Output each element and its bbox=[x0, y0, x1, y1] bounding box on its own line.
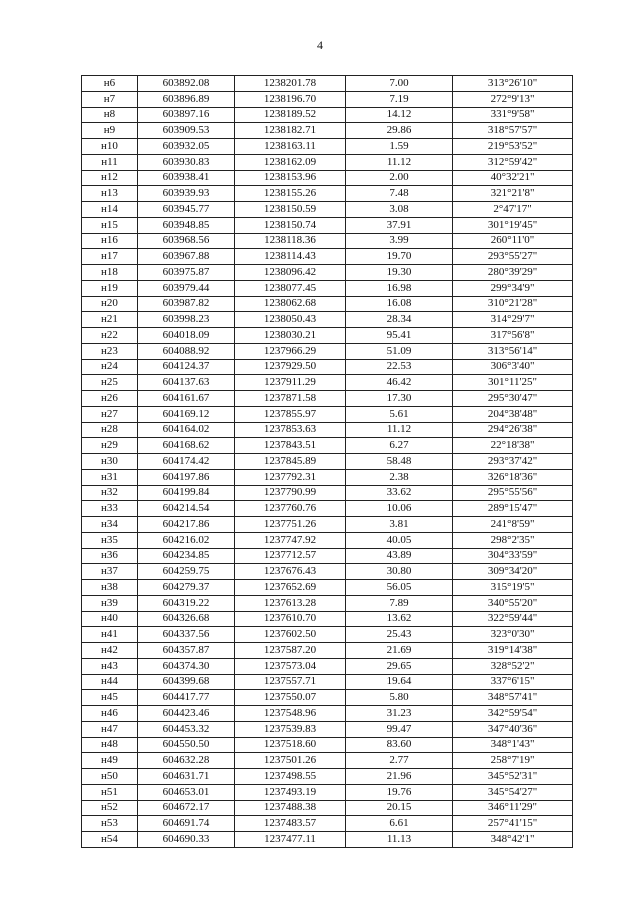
bearing-cell: 318°57'57" bbox=[453, 123, 573, 139]
distance-cell: 33.62 bbox=[346, 485, 453, 501]
bearing-cell: 289°15'47" bbox=[453, 501, 573, 517]
table-row bbox=[82, 454, 573, 470]
table-row bbox=[82, 658, 573, 674]
bearing-cell: 306°3'40" bbox=[453, 359, 573, 375]
bearing-cell: 294°26'38" bbox=[453, 422, 573, 438]
bearing-cell: 342°59'54" bbox=[453, 706, 573, 722]
bearing-cell: 313°26'10" bbox=[453, 76, 573, 92]
bearing-cell: 326°18'36" bbox=[453, 469, 573, 485]
x-coordinate-cell: 604137.63 bbox=[138, 375, 235, 391]
point-id-cell: н40 bbox=[82, 611, 138, 627]
y-coordinate-cell: 1237751.26 bbox=[235, 517, 346, 533]
y-coordinate-cell: 1237845.89 bbox=[235, 454, 346, 470]
distance-cell: 29.65 bbox=[346, 658, 453, 674]
bearing-cell: 257°41'15" bbox=[453, 816, 573, 832]
distance-cell: 1.59 bbox=[346, 139, 453, 155]
distance-cell: 19.64 bbox=[346, 674, 453, 690]
table-row bbox=[82, 627, 573, 643]
y-coordinate-cell: 1237550.07 bbox=[235, 690, 346, 706]
point-id-cell: н9 bbox=[82, 123, 138, 139]
x-coordinate-cell: 604357.87 bbox=[138, 643, 235, 659]
y-coordinate-cell: 1237760.76 bbox=[235, 501, 346, 517]
bearing-cell: 309°34'20" bbox=[453, 564, 573, 580]
x-coordinate-cell: 604423.46 bbox=[138, 706, 235, 722]
table-row bbox=[82, 816, 573, 832]
table-row bbox=[82, 469, 573, 485]
table-row bbox=[82, 249, 573, 265]
table-row bbox=[82, 548, 573, 564]
point-id-cell: н33 bbox=[82, 501, 138, 517]
bearing-cell: 340°55'20" bbox=[453, 595, 573, 611]
point-id-cell: н50 bbox=[82, 769, 138, 785]
y-coordinate-cell: 1237613.28 bbox=[235, 595, 346, 611]
x-coordinate-cell: 604124.37 bbox=[138, 359, 235, 375]
y-coordinate-cell: 1237602.50 bbox=[235, 627, 346, 643]
bearing-cell: 295°30'47" bbox=[453, 391, 573, 407]
table-row bbox=[82, 233, 573, 249]
point-id-cell: н12 bbox=[82, 170, 138, 186]
table-row bbox=[82, 832, 573, 848]
bearing-cell: 204°38'48" bbox=[453, 406, 573, 422]
table-row bbox=[82, 186, 573, 202]
x-coordinate-cell: 603945.77 bbox=[138, 202, 235, 218]
x-coordinate-cell: 603909.53 bbox=[138, 123, 235, 139]
y-coordinate-cell: 1237747.92 bbox=[235, 532, 346, 548]
y-coordinate-cell: 1238163.11 bbox=[235, 139, 346, 155]
table-row bbox=[82, 123, 573, 139]
x-coordinate-cell: 604217.86 bbox=[138, 517, 235, 533]
table-row bbox=[82, 690, 573, 706]
bearing-cell: 347°40'36" bbox=[453, 721, 573, 737]
bearing-cell: 219°53'52" bbox=[453, 139, 573, 155]
table-row bbox=[82, 595, 573, 611]
table-row bbox=[82, 721, 573, 737]
table-row bbox=[82, 217, 573, 233]
distance-cell: 3.99 bbox=[346, 233, 453, 249]
x-coordinate-cell: 604399.68 bbox=[138, 674, 235, 690]
distance-cell: 11.13 bbox=[346, 832, 453, 848]
bearing-cell: 312°59'42" bbox=[453, 154, 573, 170]
x-coordinate-cell: 603938.41 bbox=[138, 170, 235, 186]
table-row bbox=[82, 737, 573, 753]
x-coordinate-cell: 604169.12 bbox=[138, 406, 235, 422]
point-id-cell: н41 bbox=[82, 627, 138, 643]
bearing-cell: 298°2'35" bbox=[453, 532, 573, 548]
table-row bbox=[82, 139, 573, 155]
distance-cell: 7.00 bbox=[346, 76, 453, 92]
distance-cell: 29.86 bbox=[346, 123, 453, 139]
x-coordinate-cell: 604632.28 bbox=[138, 753, 235, 769]
point-id-cell: н19 bbox=[82, 280, 138, 296]
bearing-cell: 293°37'42" bbox=[453, 454, 573, 470]
distance-cell: 31.23 bbox=[346, 706, 453, 722]
y-coordinate-cell: 1237853.63 bbox=[235, 422, 346, 438]
point-id-cell: н20 bbox=[82, 296, 138, 312]
bearing-cell: 337°6'15" bbox=[453, 674, 573, 690]
x-coordinate-cell: 603939.93 bbox=[138, 186, 235, 202]
point-id-cell: н11 bbox=[82, 154, 138, 170]
point-id-cell: н47 bbox=[82, 721, 138, 737]
point-id-cell: н22 bbox=[82, 328, 138, 344]
bearing-cell: 295°55'56" bbox=[453, 485, 573, 501]
point-id-cell: н28 bbox=[82, 422, 138, 438]
distance-cell: 7.19 bbox=[346, 91, 453, 107]
point-id-cell: н29 bbox=[82, 438, 138, 454]
x-coordinate-cell: 604319.22 bbox=[138, 595, 235, 611]
table-row bbox=[82, 406, 573, 422]
distance-cell: 30.80 bbox=[346, 564, 453, 580]
x-coordinate-cell: 604161.67 bbox=[138, 391, 235, 407]
table-row bbox=[82, 753, 573, 769]
bearing-cell: 272°9'13" bbox=[453, 91, 573, 107]
distance-cell: 46.42 bbox=[346, 375, 453, 391]
page-number: 4 bbox=[317, 38, 323, 52]
bearing-cell: 345°52'31" bbox=[453, 769, 573, 785]
distance-cell: 13.62 bbox=[346, 611, 453, 627]
distance-cell: 40.05 bbox=[346, 532, 453, 548]
y-coordinate-cell: 1237855.97 bbox=[235, 406, 346, 422]
y-coordinate-cell: 1237573.04 bbox=[235, 658, 346, 674]
table-row bbox=[82, 517, 573, 533]
x-coordinate-cell: 604168.62 bbox=[138, 438, 235, 454]
bearing-cell: 319°14'38" bbox=[453, 643, 573, 659]
bearing-cell: 322°59'44" bbox=[453, 611, 573, 627]
x-coordinate-cell: 603892.08 bbox=[138, 76, 235, 92]
x-coordinate-cell: 603968.56 bbox=[138, 233, 235, 249]
point-id-cell: н24 bbox=[82, 359, 138, 375]
table-row bbox=[82, 280, 573, 296]
distance-cell: 19.30 bbox=[346, 265, 453, 281]
x-coordinate-cell: 603987.82 bbox=[138, 296, 235, 312]
y-coordinate-cell: 1238096.42 bbox=[235, 265, 346, 281]
bearing-cell: 260°11'0" bbox=[453, 233, 573, 249]
bearing-cell: 301°11'25" bbox=[453, 375, 573, 391]
y-coordinate-cell: 1237871.58 bbox=[235, 391, 346, 407]
y-coordinate-cell: 1238162.09 bbox=[235, 154, 346, 170]
table-row bbox=[82, 784, 573, 800]
bearing-cell: 301°19'45" bbox=[453, 217, 573, 233]
y-coordinate-cell: 1237652.69 bbox=[235, 580, 346, 596]
distance-cell: 5.80 bbox=[346, 690, 453, 706]
distance-cell: 7.48 bbox=[346, 186, 453, 202]
table-row bbox=[82, 611, 573, 627]
distance-cell: 6.61 bbox=[346, 816, 453, 832]
point-id-cell: н23 bbox=[82, 343, 138, 359]
bearing-cell: 314°29'7" bbox=[453, 312, 573, 328]
table-row bbox=[82, 76, 573, 92]
point-id-cell: н10 bbox=[82, 139, 138, 155]
point-id-cell: н39 bbox=[82, 595, 138, 611]
point-id-cell: н45 bbox=[82, 690, 138, 706]
y-coordinate-cell: 1237790.99 bbox=[235, 485, 346, 501]
y-coordinate-cell: 1238155.26 bbox=[235, 186, 346, 202]
distance-cell: 3.81 bbox=[346, 517, 453, 533]
point-id-cell: н34 bbox=[82, 517, 138, 533]
x-coordinate-cell: 604279.37 bbox=[138, 580, 235, 596]
x-coordinate-cell: 604690.33 bbox=[138, 832, 235, 848]
distance-cell: 21.96 bbox=[346, 769, 453, 785]
y-coordinate-cell: 1237501.26 bbox=[235, 753, 346, 769]
x-coordinate-cell: 604088.92 bbox=[138, 343, 235, 359]
table-row bbox=[82, 359, 573, 375]
distance-cell: 22.53 bbox=[346, 359, 453, 375]
point-id-cell: н36 bbox=[82, 548, 138, 564]
table-row bbox=[82, 643, 573, 659]
point-id-cell: н42 bbox=[82, 643, 138, 659]
y-coordinate-cell: 1238077.45 bbox=[235, 280, 346, 296]
distance-cell: 19.70 bbox=[346, 249, 453, 265]
y-coordinate-cell: 1237966.29 bbox=[235, 343, 346, 359]
table-row bbox=[82, 706, 573, 722]
bearing-cell: 241°8'59" bbox=[453, 517, 573, 533]
table-row bbox=[82, 265, 573, 281]
distance-cell: 19.76 bbox=[346, 784, 453, 800]
x-coordinate-cell: 604691.74 bbox=[138, 816, 235, 832]
point-id-cell: н17 bbox=[82, 249, 138, 265]
distance-cell: 11.12 bbox=[346, 422, 453, 438]
x-coordinate-cell: 603932.05 bbox=[138, 139, 235, 155]
x-coordinate-cell: 603967.88 bbox=[138, 249, 235, 265]
x-coordinate-cell: 604374.30 bbox=[138, 658, 235, 674]
point-id-cell: н44 bbox=[82, 674, 138, 690]
distance-cell: 51.09 bbox=[346, 343, 453, 359]
coordinates-table-body bbox=[82, 76, 573, 848]
point-id-cell: н51 bbox=[82, 784, 138, 800]
y-coordinate-cell: 1237477.11 bbox=[235, 832, 346, 848]
bearing-cell: 299°34'9" bbox=[453, 280, 573, 296]
bearing-cell: 315°19'5" bbox=[453, 580, 573, 596]
point-id-cell: н7 bbox=[82, 91, 138, 107]
y-coordinate-cell: 1237587.20 bbox=[235, 643, 346, 659]
point-id-cell: н46 bbox=[82, 706, 138, 722]
point-id-cell: н38 bbox=[82, 580, 138, 596]
x-coordinate-cell: 604216.02 bbox=[138, 532, 235, 548]
y-coordinate-cell: 1238118.36 bbox=[235, 233, 346, 249]
distance-cell: 3.08 bbox=[346, 202, 453, 218]
distance-cell: 43.89 bbox=[346, 548, 453, 564]
point-id-cell: н37 bbox=[82, 564, 138, 580]
point-id-cell: н31 bbox=[82, 469, 138, 485]
distance-cell: 16.08 bbox=[346, 296, 453, 312]
distance-cell: 28.34 bbox=[346, 312, 453, 328]
distance-cell: 37.91 bbox=[346, 217, 453, 233]
point-id-cell: н48 bbox=[82, 737, 138, 753]
point-id-cell: н43 bbox=[82, 658, 138, 674]
table-row bbox=[82, 391, 573, 407]
x-coordinate-cell: 604653.01 bbox=[138, 784, 235, 800]
y-coordinate-cell: 1237792.31 bbox=[235, 469, 346, 485]
distance-cell: 20.15 bbox=[346, 800, 453, 816]
table-row bbox=[82, 501, 573, 517]
point-id-cell: н14 bbox=[82, 202, 138, 218]
y-coordinate-cell: 1238201.78 bbox=[235, 76, 346, 92]
point-id-cell: н27 bbox=[82, 406, 138, 422]
coordinates-table bbox=[81, 75, 573, 848]
x-coordinate-cell: 604197.86 bbox=[138, 469, 235, 485]
x-coordinate-cell: 604326.68 bbox=[138, 611, 235, 627]
bearing-cell: 321°21'8" bbox=[453, 186, 573, 202]
bearing-cell: 348°1'43" bbox=[453, 737, 573, 753]
table-row bbox=[82, 485, 573, 501]
y-coordinate-cell: 1238150.59 bbox=[235, 202, 346, 218]
distance-cell: 99.47 bbox=[346, 721, 453, 737]
distance-cell: 95.41 bbox=[346, 328, 453, 344]
bearing-cell: 348°57'41" bbox=[453, 690, 573, 706]
y-coordinate-cell: 1237548.96 bbox=[235, 706, 346, 722]
bearing-cell: 313°56'14" bbox=[453, 343, 573, 359]
table-row bbox=[82, 564, 573, 580]
point-id-cell: н53 bbox=[82, 816, 138, 832]
distance-cell: 25.43 bbox=[346, 627, 453, 643]
bearing-cell: 331°9'58" bbox=[453, 107, 573, 123]
x-coordinate-cell: 604453.32 bbox=[138, 721, 235, 737]
distance-cell: 14.12 bbox=[346, 107, 453, 123]
point-id-cell: н52 bbox=[82, 800, 138, 816]
table-row bbox=[82, 375, 573, 391]
bearing-cell: 258°7'19" bbox=[453, 753, 573, 769]
bearing-cell: 323°0'30" bbox=[453, 627, 573, 643]
bearing-cell: 328°52'2" bbox=[453, 658, 573, 674]
distance-cell: 56.05 bbox=[346, 580, 453, 596]
point-id-cell: н30 bbox=[82, 454, 138, 470]
distance-cell: 5.61 bbox=[346, 406, 453, 422]
table-row bbox=[82, 800, 573, 816]
table-row bbox=[82, 438, 573, 454]
y-coordinate-cell: 1238050.43 bbox=[235, 312, 346, 328]
bearing-cell: 310°21'28" bbox=[453, 296, 573, 312]
bearing-cell: 293°55'27" bbox=[453, 249, 573, 265]
x-coordinate-cell: 603975.87 bbox=[138, 265, 235, 281]
x-coordinate-cell: 603930.83 bbox=[138, 154, 235, 170]
distance-cell: 10.06 bbox=[346, 501, 453, 517]
point-id-cell: н16 bbox=[82, 233, 138, 249]
table-row bbox=[82, 343, 573, 359]
table-row bbox=[82, 170, 573, 186]
x-coordinate-cell: 603979.44 bbox=[138, 280, 235, 296]
y-coordinate-cell: 1238196.70 bbox=[235, 91, 346, 107]
table-row bbox=[82, 312, 573, 328]
point-id-cell: н26 bbox=[82, 391, 138, 407]
y-coordinate-cell: 1237539.83 bbox=[235, 721, 346, 737]
table-row bbox=[82, 328, 573, 344]
point-id-cell: н21 bbox=[82, 312, 138, 328]
point-id-cell: н25 bbox=[82, 375, 138, 391]
table-row bbox=[82, 154, 573, 170]
x-coordinate-cell: 603897.16 bbox=[138, 107, 235, 123]
y-coordinate-cell: 1237911.29 bbox=[235, 375, 346, 391]
point-id-cell: н35 bbox=[82, 532, 138, 548]
y-coordinate-cell: 1237498.55 bbox=[235, 769, 346, 785]
bearing-cell: 346°11'29" bbox=[453, 800, 573, 816]
x-coordinate-cell: 604214.54 bbox=[138, 501, 235, 517]
y-coordinate-cell: 1238189.52 bbox=[235, 107, 346, 123]
y-coordinate-cell: 1237483.57 bbox=[235, 816, 346, 832]
distance-cell: 17.30 bbox=[346, 391, 453, 407]
distance-cell: 7.89 bbox=[346, 595, 453, 611]
y-coordinate-cell: 1237676.43 bbox=[235, 564, 346, 580]
x-coordinate-cell: 603998.23 bbox=[138, 312, 235, 328]
x-coordinate-cell: 604199.84 bbox=[138, 485, 235, 501]
y-coordinate-cell: 1238062.68 bbox=[235, 296, 346, 312]
x-coordinate-cell: 604018.09 bbox=[138, 328, 235, 344]
point-id-cell: н6 bbox=[82, 76, 138, 92]
distance-cell: 16.98 bbox=[346, 280, 453, 296]
point-id-cell: н49 bbox=[82, 753, 138, 769]
x-coordinate-cell: 603896.89 bbox=[138, 91, 235, 107]
table-row bbox=[82, 580, 573, 596]
bearing-cell: 2°47'17" bbox=[453, 202, 573, 218]
y-coordinate-cell: 1238114.43 bbox=[235, 249, 346, 265]
table-row bbox=[82, 674, 573, 690]
bearing-cell: 317°56'8" bbox=[453, 328, 573, 344]
table-row bbox=[82, 296, 573, 312]
y-coordinate-cell: 1238182.71 bbox=[235, 123, 346, 139]
table-row bbox=[82, 532, 573, 548]
distance-cell: 11.12 bbox=[346, 154, 453, 170]
distance-cell: 21.69 bbox=[346, 643, 453, 659]
bearing-cell: 22°18'38" bbox=[453, 438, 573, 454]
y-coordinate-cell: 1237488.38 bbox=[235, 800, 346, 816]
bearing-cell: 40°32'21" bbox=[453, 170, 573, 186]
point-id-cell: н32 bbox=[82, 485, 138, 501]
distance-cell: 58.48 bbox=[346, 454, 453, 470]
x-coordinate-cell: 604259.75 bbox=[138, 564, 235, 580]
bearing-cell: 280°39'29" bbox=[453, 265, 573, 281]
y-coordinate-cell: 1237843.51 bbox=[235, 438, 346, 454]
point-id-cell: н13 bbox=[82, 186, 138, 202]
x-coordinate-cell: 603948.85 bbox=[138, 217, 235, 233]
distance-cell: 2.77 bbox=[346, 753, 453, 769]
y-coordinate-cell: 1238030.21 bbox=[235, 328, 346, 344]
point-id-cell: н54 bbox=[82, 832, 138, 848]
x-coordinate-cell: 604337.56 bbox=[138, 627, 235, 643]
y-coordinate-cell: 1237610.70 bbox=[235, 611, 346, 627]
x-coordinate-cell: 604672.17 bbox=[138, 800, 235, 816]
x-coordinate-cell: 604164.02 bbox=[138, 422, 235, 438]
y-coordinate-cell: 1237929.50 bbox=[235, 359, 346, 375]
bearing-cell: 348°42'1" bbox=[453, 832, 573, 848]
bearing-cell: 345°54'27" bbox=[453, 784, 573, 800]
table-row bbox=[82, 769, 573, 785]
x-coordinate-cell: 604631.71 bbox=[138, 769, 235, 785]
distance-cell: 2.38 bbox=[346, 469, 453, 485]
table-row bbox=[82, 422, 573, 438]
y-coordinate-cell: 1237712.57 bbox=[235, 548, 346, 564]
distance-cell: 2.00 bbox=[346, 170, 453, 186]
y-coordinate-cell: 1237518.60 bbox=[235, 737, 346, 753]
point-id-cell: н18 bbox=[82, 265, 138, 281]
x-coordinate-cell: 604417.77 bbox=[138, 690, 235, 706]
y-coordinate-cell: 1238150.74 bbox=[235, 217, 346, 233]
distance-cell: 6.27 bbox=[346, 438, 453, 454]
y-coordinate-cell: 1237493.19 bbox=[235, 784, 346, 800]
x-coordinate-cell: 604550.50 bbox=[138, 737, 235, 753]
y-coordinate-cell: 1238153.96 bbox=[235, 170, 346, 186]
table-row bbox=[82, 91, 573, 107]
table-row bbox=[82, 202, 573, 218]
x-coordinate-cell: 604234.85 bbox=[138, 548, 235, 564]
bearing-cell: 304°33'59" bbox=[453, 548, 573, 564]
point-id-cell: н8 bbox=[82, 107, 138, 123]
x-coordinate-cell: 604174.42 bbox=[138, 454, 235, 470]
point-id-cell: н15 bbox=[82, 217, 138, 233]
table-row bbox=[82, 107, 573, 123]
y-coordinate-cell: 1237557.71 bbox=[235, 674, 346, 690]
distance-cell: 83.60 bbox=[346, 737, 453, 753]
